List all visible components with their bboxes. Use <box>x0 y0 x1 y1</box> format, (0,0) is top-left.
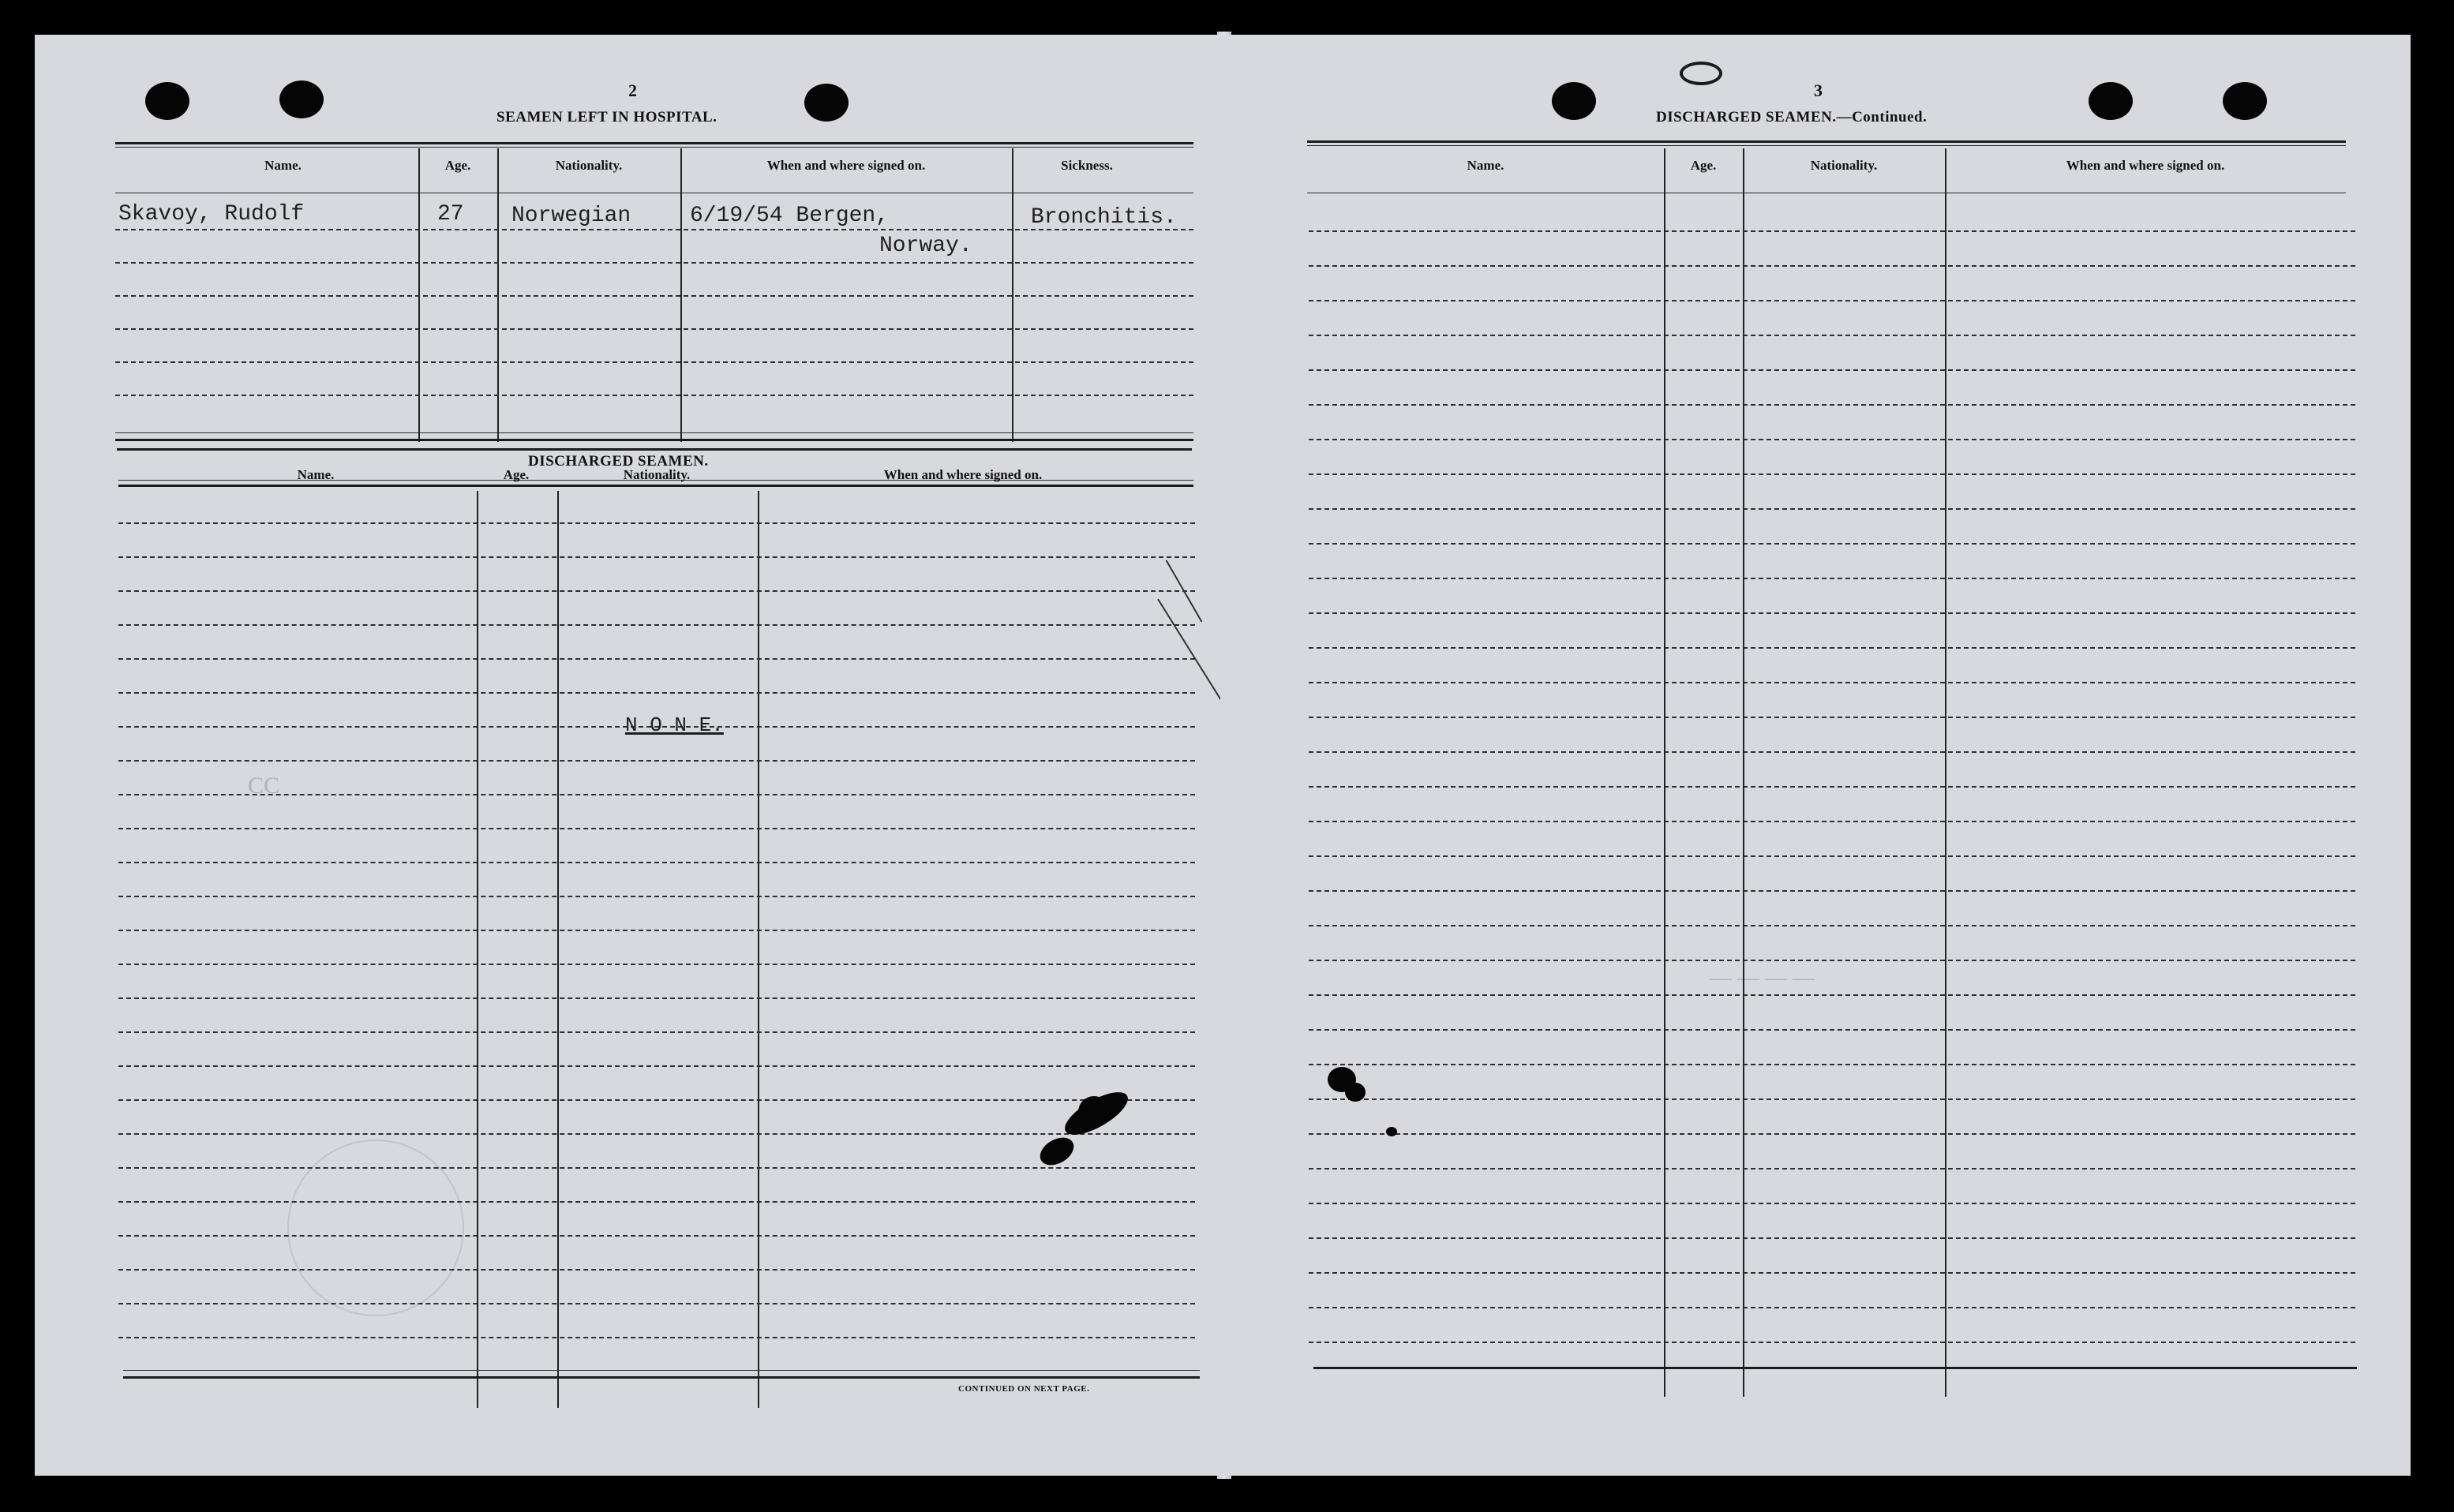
table-rule <box>1313 1367 2357 1369</box>
signed-on-line1: 6/19/54 Bergen, <box>690 204 890 228</box>
table-rule <box>123 1376 1200 1379</box>
row-line <box>118 828 1195 829</box>
column-header-age: Age. <box>444 158 471 173</box>
row-line <box>1309 612 2355 614</box>
row-line <box>1309 1064 2355 1065</box>
row-line <box>1309 335 2355 336</box>
row-line <box>118 760 1195 762</box>
table-rule <box>1307 140 2346 143</box>
table-rule <box>1307 145 2346 146</box>
bleed-through-text: CC <box>248 773 280 799</box>
row-line <box>1309 647 2355 649</box>
row-line <box>118 1337 1195 1338</box>
faded-stamp <box>287 1140 464 1316</box>
column-header-signed-on: When and where signed on. <box>766 158 926 173</box>
row-line <box>115 361 1193 363</box>
hospital-section-title: SEAMEN LEFT IN HOSPITAL. <box>496 109 717 125</box>
row-line <box>1309 1342 2355 1343</box>
column-header-signed-on: When and where signed on. <box>883 467 1043 482</box>
row-line <box>118 1133 1195 1135</box>
ink-blot <box>1078 1096 1110 1128</box>
row-line <box>1309 994 2355 996</box>
row-line <box>1309 369 2355 371</box>
row-line <box>118 1031 1195 1033</box>
stray-mark <box>1157 599 1228 734</box>
seaman-name: Skavoy, Rudolf <box>118 202 305 226</box>
column-header-name: Name. <box>264 158 302 173</box>
row-line <box>118 522 1195 524</box>
row-line <box>1309 543 2355 545</box>
page-number: 3 <box>1814 80 1823 100</box>
row-line <box>1309 300 2355 301</box>
column-divider <box>1945 148 1946 1397</box>
table-rule <box>115 147 1193 148</box>
punch-hole <box>1680 62 1722 85</box>
none-entry: N O N E. <box>625 713 724 737</box>
table-rule <box>117 448 1192 451</box>
row-line <box>118 896 1195 897</box>
left-page <box>35 35 1228 1476</box>
ink-blot <box>1036 1132 1079 1171</box>
column-header-sickness: Sickness. <box>1061 158 1113 173</box>
row-line <box>118 1269 1195 1271</box>
discharged-section-title: DISCHARGED SEAMEN. <box>528 453 709 470</box>
row-line <box>118 1201 1195 1203</box>
column-header-name: Name. <box>297 467 335 482</box>
row-line <box>1309 1029 2355 1031</box>
column-divider <box>557 491 559 1408</box>
row-line <box>118 692 1195 694</box>
row-line <box>1309 682 2355 683</box>
row-line <box>115 395 1193 396</box>
row-line <box>1309 925 2355 926</box>
column-header-signed-on: When and where signed on. <box>2066 158 2225 173</box>
row-line <box>1309 786 2355 788</box>
table-rule <box>115 142 1193 144</box>
punch-hole <box>2223 82 2267 120</box>
continued-note: CONTINUED ON NEXT PAGE. <box>958 1384 1090 1394</box>
row-line <box>118 1167 1195 1169</box>
column-header-age: Age. <box>1690 158 1717 173</box>
row-line <box>1309 1272 2355 1274</box>
row-line <box>1309 717 2355 718</box>
row-line <box>1309 1237 2355 1239</box>
column-header-age: Age. <box>503 467 530 482</box>
punch-hole <box>2089 82 2133 120</box>
row-line <box>1309 508 2355 510</box>
table-rule <box>123 1370 1200 1371</box>
row-line <box>1309 404 2355 406</box>
row-line <box>1309 1203 2355 1204</box>
seaman-sickness: Bronchitis. <box>1031 205 1177 230</box>
ink-blot <box>1345 1083 1366 1102</box>
column-header-name: Name. <box>1467 158 1504 173</box>
row-line <box>118 930 1195 931</box>
row-line <box>1309 751 2355 753</box>
row-line <box>118 964 1195 965</box>
table-rule <box>115 432 1193 433</box>
discharged-continued-title: DISCHARGED SEAMEN.—Continued. <box>1656 109 1928 125</box>
row-line <box>1309 230 2355 232</box>
bleed-through-text: — — — — <box>1710 966 1815 990</box>
row-line <box>1309 439 2355 440</box>
punch-hole <box>1552 82 1596 120</box>
column-divider <box>758 491 759 1408</box>
row-line <box>118 794 1195 795</box>
row-line <box>118 1065 1195 1067</box>
row-line <box>115 262 1193 264</box>
column-header-nationality: Nationality. <box>555 158 623 173</box>
table-rule <box>115 439 1193 441</box>
column-header-nationality: Nationality. <box>1810 158 1878 173</box>
row-line <box>1309 821 2355 822</box>
column-divider <box>1664 148 1665 1397</box>
row-line <box>118 1235 1195 1237</box>
row-line <box>1309 265 2355 267</box>
punch-hole <box>145 82 189 120</box>
row-line <box>1309 578 2355 579</box>
row-line <box>118 556 1195 558</box>
punch-hole <box>804 84 849 122</box>
page-number: 2 <box>628 80 637 100</box>
row-line <box>118 624 1195 626</box>
row-line <box>118 590 1195 592</box>
row-line <box>118 658 1195 660</box>
row-line <box>1309 1133 2355 1135</box>
row-line <box>118 1099 1195 1101</box>
signed-on-line2: Norway. <box>879 234 972 258</box>
punch-hole <box>279 80 324 118</box>
row-line <box>1309 855 2355 857</box>
right-page <box>1220 35 2411 1476</box>
table-rule <box>118 485 1193 487</box>
seaman-age: 27 <box>437 202 464 226</box>
row-line <box>1309 890 2355 892</box>
row-line <box>1309 960 2355 961</box>
ink-blot <box>1386 1127 1397 1136</box>
row-line <box>118 997 1195 999</box>
row-line <box>115 295 1193 297</box>
row-line <box>1309 1307 2355 1308</box>
column-divider <box>477 491 478 1408</box>
row-line <box>1309 473 2355 475</box>
column-header-nationality: Nationality. <box>623 467 691 482</box>
row-line <box>1309 1168 2355 1170</box>
row-line <box>115 328 1193 330</box>
column-divider <box>1743 148 1744 1397</box>
row-line <box>118 862 1195 863</box>
seaman-nationality: Norwegian <box>511 204 631 228</box>
row-line <box>1309 1098 2355 1100</box>
row-line <box>118 1303 1195 1304</box>
